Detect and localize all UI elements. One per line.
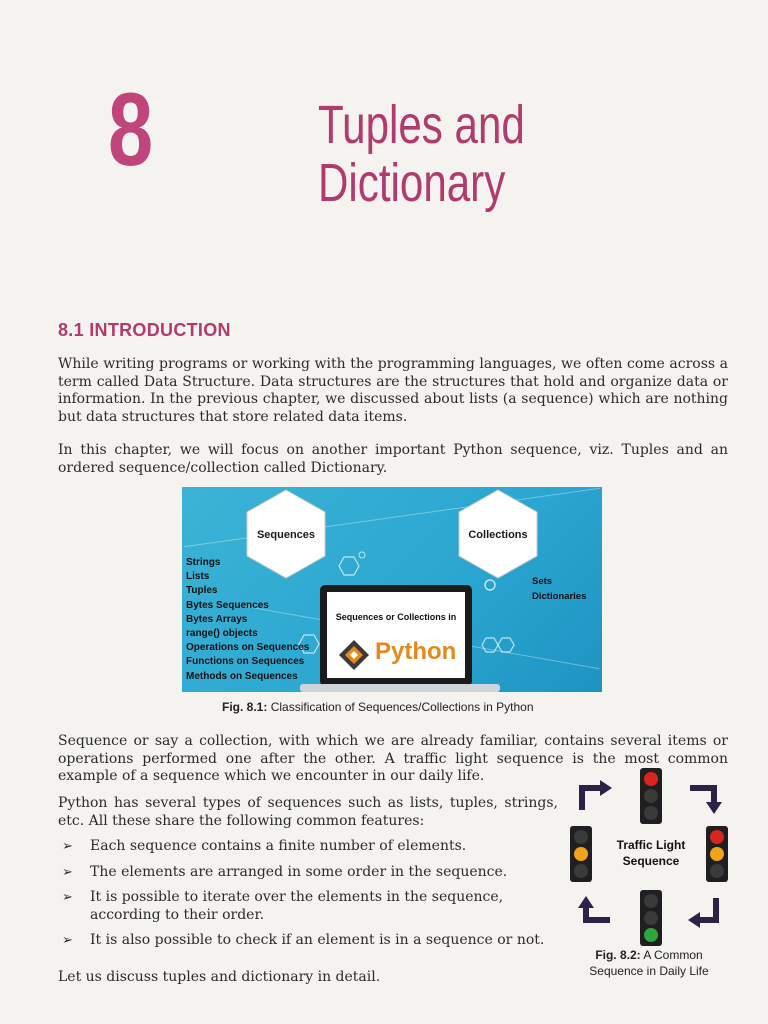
list-item: Bytes Sequences [186, 599, 269, 611]
intro-paragraph-1: While writing programs or working with the programming languages, we often come across a term called Data Structure. Data structures are the structures that hold and organize data or information. In the previous chapter, we discussed about lists (a sequence) which are nothing but data structures that store related data items. [58, 356, 728, 425]
molecule-icon [332, 547, 372, 587]
list-item: range() objects [186, 628, 258, 640]
figure-8-2-caption-text1: A Common [643, 948, 703, 962]
arrow-left-up-icon [576, 894, 616, 934]
chapter-title-line2: Dictionary [318, 153, 506, 213]
chapter-title-line1: Tuples and [318, 95, 525, 155]
list-item: Lists [186, 571, 210, 583]
intro-paragraph-2: In this chapter, we will focus on another important Python sequence, viz. Tuples and an ordered sequence/collection called Dictionary. [58, 442, 728, 476]
list-item: Functions on Sequences [186, 656, 305, 668]
monitor-graphic [320, 585, 472, 686]
collection-types-list [532, 575, 586, 604]
figure-8-2-caption-text2: Sequence in Daily Life [589, 963, 709, 978]
bullet-arrow-icon: ➢ [62, 864, 73, 880]
list-item: Strings [186, 557, 221, 568]
list-item: Bytes Arrays [186, 613, 248, 625]
screen-title: Sequences or Collections in [335, 612, 457, 622]
arrow-right-down-icon [686, 776, 726, 816]
gear-icon [480, 575, 500, 595]
hexagon-sequences-label: Sequences [256, 529, 316, 541]
traffic-light-red-amber [706, 826, 728, 882]
list-item: Dictionaries [532, 590, 587, 602]
chapter-title [318, 96, 525, 212]
list-item: ➢ It is also possible to check if an element is in a sequence or not. [62, 932, 545, 949]
list-item: Sets [532, 576, 553, 587]
bullet-arrow-icon: ➢ [62, 933, 73, 949]
figure-8-2-caption-label: Fig. 8.2: [595, 948, 641, 962]
list-item: Methods on Sequences [186, 670, 298, 682]
figure-8-1-caption [222, 700, 534, 714]
list-item: Tuples [186, 585, 218, 597]
molecule-icon [478, 632, 518, 662]
closing-paragraph: Let us discuss tuples and dictionary in detail. [58, 969, 381, 985]
figure-8-2-caption [578, 948, 720, 979]
common-features-list [58, 838, 558, 958]
traffic-light-green [640, 890, 662, 946]
hexagon-collections [458, 489, 538, 579]
section-heading: 8.1 INTRODUCTION [58, 320, 231, 340]
hexagon-collections-label: Collections [468, 529, 528, 541]
figure-8-1-caption-label: Fig. 8.1: [222, 700, 268, 714]
figure-8-1-caption-text: Classification of Sequences/Collections in Python [270, 700, 534, 714]
list-item: ➢ The elements are arranged in some order in the sequence. [62, 863, 508, 880]
sequence-paragraph: Sequence or say a collection, with which we are already familiar, contains several items or operations performed one after the other. A traffic light sequence is the most common example of a sequence which we encounter in our daily life. [58, 733, 728, 785]
arrow-down-left-icon [686, 894, 726, 934]
arrow-up-right-icon [576, 776, 616, 816]
bullet-arrow-icon: ➢ [62, 890, 73, 906]
traffic-light-label: Traffic Light Sequence [616, 838, 686, 868]
figure-traffic-light [566, 764, 736, 944]
python-logo-icon [337, 638, 371, 672]
python-word: Python [375, 638, 457, 665]
list-item: ➢ Each sequence contains a finite number of elements. [62, 838, 467, 854]
python-sequences-paragraph: Python has several types of sequences such as lists, tuples, strings, etc. All these share the following common features: [58, 795, 558, 829]
list-item: ➢ It is possible to iterate over the elements in the sequence, according to their order. [62, 889, 504, 923]
traffic-light-red [640, 768, 662, 824]
monitor-base [300, 684, 500, 692]
list-item: Operations on Sequences [186, 642, 310, 654]
monitor-screen [327, 592, 465, 678]
chapter-number: 8 [108, 72, 154, 188]
bullet-arrow-icon: ➢ [62, 839, 73, 854]
sequence-types-list [186, 556, 309, 684]
traffic-light-amber [570, 826, 592, 882]
figure-sequences-collections [182, 487, 602, 692]
